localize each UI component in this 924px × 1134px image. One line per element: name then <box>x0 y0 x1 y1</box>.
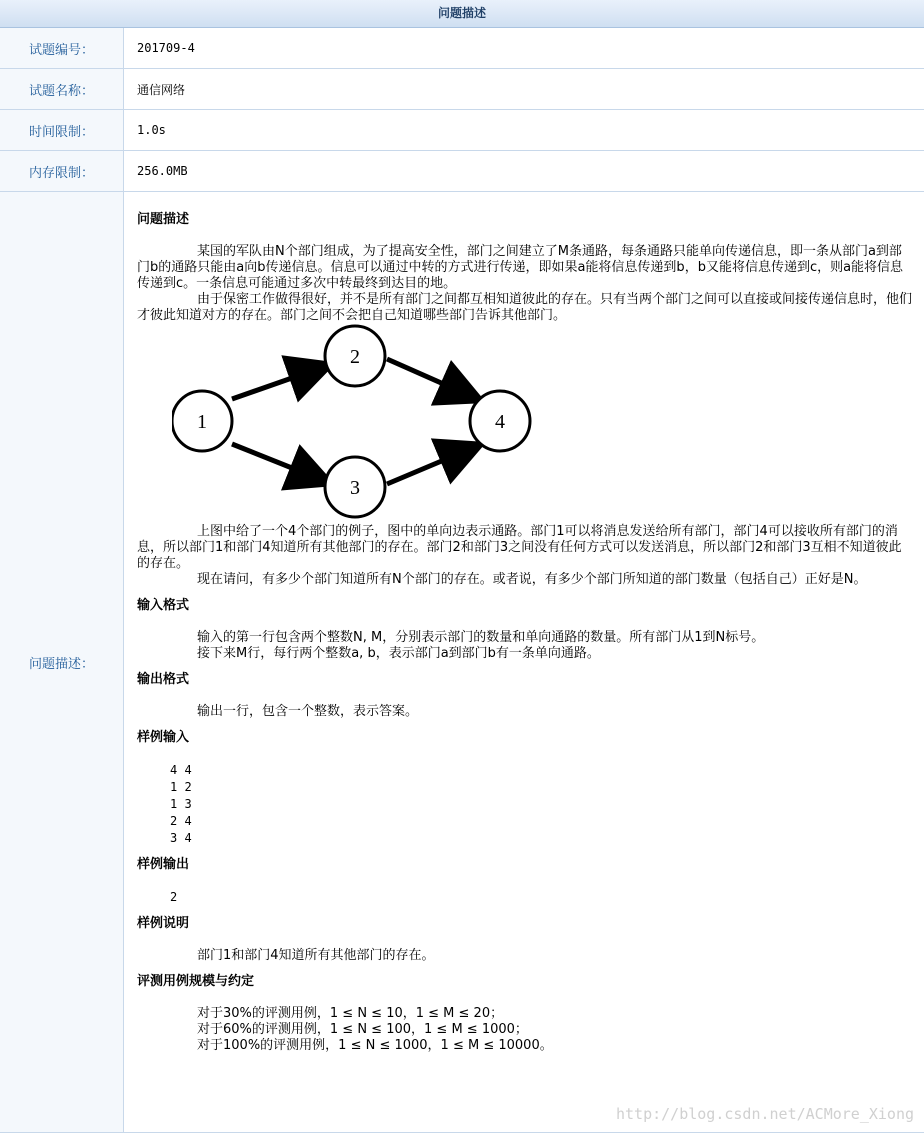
meta-label: 时间限制： <box>0 110 124 150</box>
paragraph-3: 上图中给了一个4个部门的例子，图中的单向边表示通路。部门1可以将消息发送给所有部门，部门4可以接收所有部门的消息，所以部门1和部门4知道所有其他部门的存在。部门2和部门3之间没有任何方式可以发送消息，所以部门2和部门3互相不知道彼此的存在。 <box>137 524 902 571</box>
meta-row-name <box>0 69 924 110</box>
meta-label: 试题编号： <box>0 28 124 68</box>
watermark: http://blog.csdn.net/ACMore_Xiong <box>615 1105 914 1123</box>
sample-input-line: 4 4 <box>170 763 192 777</box>
scale-line-3: 对于100%的评测用例，1 ≤ N ≤ 1000，1 ≤ M ≤ 10000。 <box>197 1038 553 1053</box>
description-label: 问题描述： <box>0 192 124 1132</box>
edge-1-2 <box>232 364 332 399</box>
section-heading-output: 输出格式 <box>137 672 190 687</box>
meta-value: 256.0MB <box>137 164 188 178</box>
scale-line-2: 对于60%的评测用例，1 ≤ N ≤ 100，1 ≤ M ≤ 1000； <box>197 1022 528 1037</box>
input-line-1: 输入的第一行包含两个整数N, M，分别表示部门的数量和单向通路的数量。所有部门从1到N标号。 <box>197 630 765 645</box>
node-label: 2 <box>350 346 360 368</box>
sample-input-line: 1 2 <box>170 780 192 794</box>
sample-input-line: 2 4 <box>170 814 192 828</box>
meta-value: 201709-4 <box>137 41 195 55</box>
network-diagram <box>172 324 572 524</box>
node-label: 3 <box>350 477 360 499</box>
sample-input-line: 3 4 <box>170 831 192 845</box>
section-heading-problem: 问题描述 <box>137 212 190 227</box>
explain-line: 部门1和部门4知道所有其他部门的存在。 <box>197 948 435 963</box>
paragraph-2: 由于保密工作做得很好，并不是所有部门之间都互相知道彼此的存在。只有当两个部门之间可以直接或间接传递信息时，他们才彼此知道对方的存在。部门之间不会把自己知道哪些部门告诉其他部门。 <box>137 292 913 323</box>
page-title: 问题描述 <box>0 0 924 28</box>
section-heading-explain: 样例说明 <box>137 916 190 931</box>
section-heading-input: 输入格式 <box>137 598 190 613</box>
section-heading-sample-output: 样例输出 <box>137 857 190 872</box>
edge-3-4 <box>387 444 482 484</box>
scale-line-1: 对于30%的评测用例，1 ≤ N ≤ 10，1 ≤ M ≤ 20； <box>197 1006 504 1021</box>
sample-output-line: 2 <box>170 890 178 904</box>
node-label: 4 <box>495 411 505 433</box>
meta-row-time <box>0 110 924 151</box>
section-heading-sample-input: 样例输入 <box>137 730 190 745</box>
input-line-2: 接下来M行，每行两个整数a, b，表示部门a到部门b有一条单向通路。 <box>197 646 600 661</box>
edge-2-4 <box>387 359 482 401</box>
meta-value: 通信网络 <box>137 82 186 97</box>
section-heading-scale: 评测用例规模与约定 <box>137 974 255 989</box>
meta-row-id <box>0 28 924 69</box>
meta-row-memory <box>0 151 924 192</box>
description-content <box>124 192 924 1132</box>
meta-label: 内存限制： <box>0 151 124 191</box>
paragraph-1: 某国的军队由N个部门组成，为了提高安全性，部门之间建立了M条通路，每条通路只能单向传递信息，即一条从部门a到部门b的通路只能由a向b传递信息。信息可以通过中转的方式进行传递，即如果a能将信息传递到b，b又能将信息传递到c，则a能将信息传递到c。一条信息可能通过多次中转最终到达目的地。 <box>137 244 904 291</box>
node-label: 1 <box>197 411 207 433</box>
meta-label: 试题名称： <box>0 69 124 109</box>
sample-input-line: 1 3 <box>170 797 192 811</box>
description-row <box>0 192 924 1133</box>
paragraph-4: 现在请问，有多少个部门知道所有N个部门的存在。或者说，有多少个部门所知道的部门数量（包括自己）正好是N。 <box>197 572 867 587</box>
output-line: 输出一行，包含一个整数，表示答案。 <box>197 704 419 719</box>
meta-value: 1.0s <box>137 123 166 137</box>
edge-1-3 <box>232 444 332 484</box>
